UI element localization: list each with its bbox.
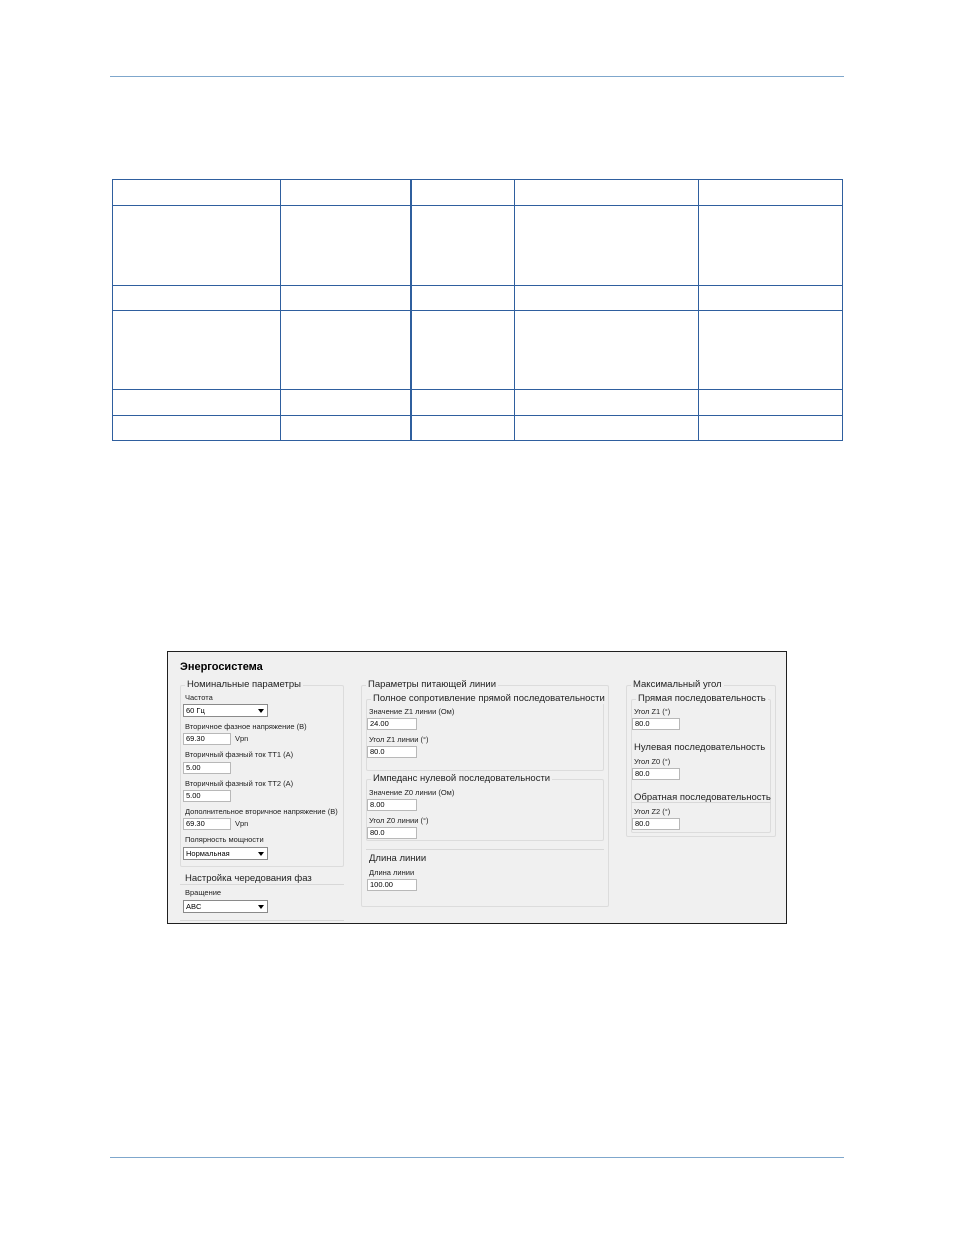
table-cell <box>113 286 281 311</box>
table-cell <box>515 311 699 390</box>
table-row <box>113 286 843 311</box>
polarity-value: Нормальная <box>186 849 230 858</box>
z0-mag-label: Значение Z0 линии (Ом) <box>369 788 455 797</box>
max-negative-title: Обратная последовательность <box>634 792 771 803</box>
phase-voltage-label: Вторичное фазное напряжение (В) <box>185 722 307 731</box>
max-z2-label: Угол Z2 (°) <box>634 807 671 816</box>
max-zero-title: Нулевая последовательность <box>634 742 766 753</box>
table-cell <box>411 311 515 390</box>
frequency-label: Частота <box>185 693 213 702</box>
panel-title: Энергосистема <box>180 661 263 673</box>
ct2-label: Вторичный фазный ток ТТ2 (А) <box>185 779 294 788</box>
table-row <box>113 390 843 416</box>
table-cell <box>411 390 515 416</box>
table-cell <box>281 311 411 390</box>
z0-ang-label: Угол Z0 линии (°) <box>369 816 429 825</box>
table-cell <box>113 416 281 441</box>
length-title: Длина линии <box>369 853 427 864</box>
table-row <box>113 206 843 286</box>
aux-voltage-unit: Vpn <box>235 819 249 828</box>
z0-mag-input[interactable]: 8.00 <box>367 799 417 811</box>
table-cell <box>411 180 515 206</box>
table-cell <box>515 390 699 416</box>
rotation-label: Вращение <box>185 888 222 897</box>
polarity-label: Полярность мощности <box>185 835 264 844</box>
table-cell <box>281 180 411 206</box>
z0-ang-input[interactable]: 80.0 <box>367 827 417 839</box>
table-cell <box>699 416 843 441</box>
table-cell <box>281 206 411 286</box>
table-cell <box>411 416 515 441</box>
z1-mag-input[interactable]: 24.00 <box>367 718 417 730</box>
ct1-label: Вторичный фазный ток ТТ1 (А) <box>185 750 294 759</box>
zero-seq-title: Импеданс нулевой последовательности <box>373 773 551 784</box>
table-row <box>113 416 843 441</box>
table-cell <box>515 180 699 206</box>
frequency-value: 60 Гц <box>186 706 205 715</box>
z1-ang-label: Угол Z1 линии (°) <box>369 735 429 744</box>
max-z1-label: Угол Z1 (°) <box>634 707 671 716</box>
table-cell <box>411 206 515 286</box>
table-cell <box>281 390 411 416</box>
table-cell <box>411 286 515 311</box>
table-cell <box>113 390 281 416</box>
max-z0-label: Угол Z0 (°) <box>634 757 671 766</box>
length-divider <box>366 849 604 850</box>
z1-mag-label: Значение Z1 линии (Ом) <box>369 707 455 716</box>
chevron-down-icon <box>258 709 264 713</box>
rotation-value: ABC <box>186 902 202 911</box>
phase-voltage-input[interactable]: 69.30 <box>183 733 231 745</box>
chevron-down-icon <box>258 905 264 909</box>
table-cell <box>281 416 411 441</box>
rotation-title: Настройка чередования фаз <box>185 873 312 884</box>
empty-table <box>112 179 843 441</box>
max-z1-input[interactable]: 80.0 <box>632 718 680 730</box>
table-row <box>113 311 843 390</box>
rotation-bottom-line <box>180 920 344 921</box>
header-rule <box>110 76 844 77</box>
table-row <box>113 180 843 206</box>
table-cell <box>699 286 843 311</box>
nominal-group-title: Номинальные параметры <box>187 679 301 690</box>
line-group-title: Параметры питающей линии <box>368 679 497 690</box>
table-cell <box>515 286 699 311</box>
footer-rule <box>110 1157 844 1158</box>
chevron-down-icon <box>258 852 264 856</box>
power-system-screenshot <box>167 651 787 924</box>
max-angle-title: Максимальный угол <box>633 679 722 690</box>
max-z0-input[interactable]: 80.0 <box>632 768 680 780</box>
frequency-select[interactable] <box>183 704 268 717</box>
table-cell <box>699 180 843 206</box>
max-positive-title: Прямая последовательность <box>638 693 766 704</box>
negative-divider <box>631 802 771 803</box>
phase-voltage-unit: Vpn <box>235 734 249 743</box>
z1-ang-input[interactable]: 80.0 <box>367 746 417 758</box>
max-z2-input[interactable]: 80.0 <box>632 818 680 830</box>
table-cell <box>699 311 843 390</box>
ct2-input[interactable]: 5.00 <box>183 790 231 802</box>
table-cell <box>699 390 843 416</box>
table-cell <box>515 416 699 441</box>
polarity-select[interactable] <box>183 847 268 860</box>
rotation-divider <box>180 884 344 885</box>
aux-voltage-input[interactable]: 69.30 <box>183 818 231 830</box>
length-label: Длина линии <box>369 868 415 877</box>
aux-voltage-label: Дополнительное вторичное напряжение (В) <box>185 807 338 816</box>
table-cell <box>113 206 281 286</box>
positive-seq-title: Полное сопротивление прямой последовательности <box>373 693 605 704</box>
table-cell <box>113 311 281 390</box>
table-cell <box>113 180 281 206</box>
table-cell <box>281 286 411 311</box>
ct1-input[interactable]: 5.00 <box>183 762 231 774</box>
table-cell <box>699 206 843 286</box>
rotation-select[interactable] <box>183 900 268 913</box>
length-input[interactable]: 100.00 <box>367 879 417 891</box>
table-cell <box>515 206 699 286</box>
